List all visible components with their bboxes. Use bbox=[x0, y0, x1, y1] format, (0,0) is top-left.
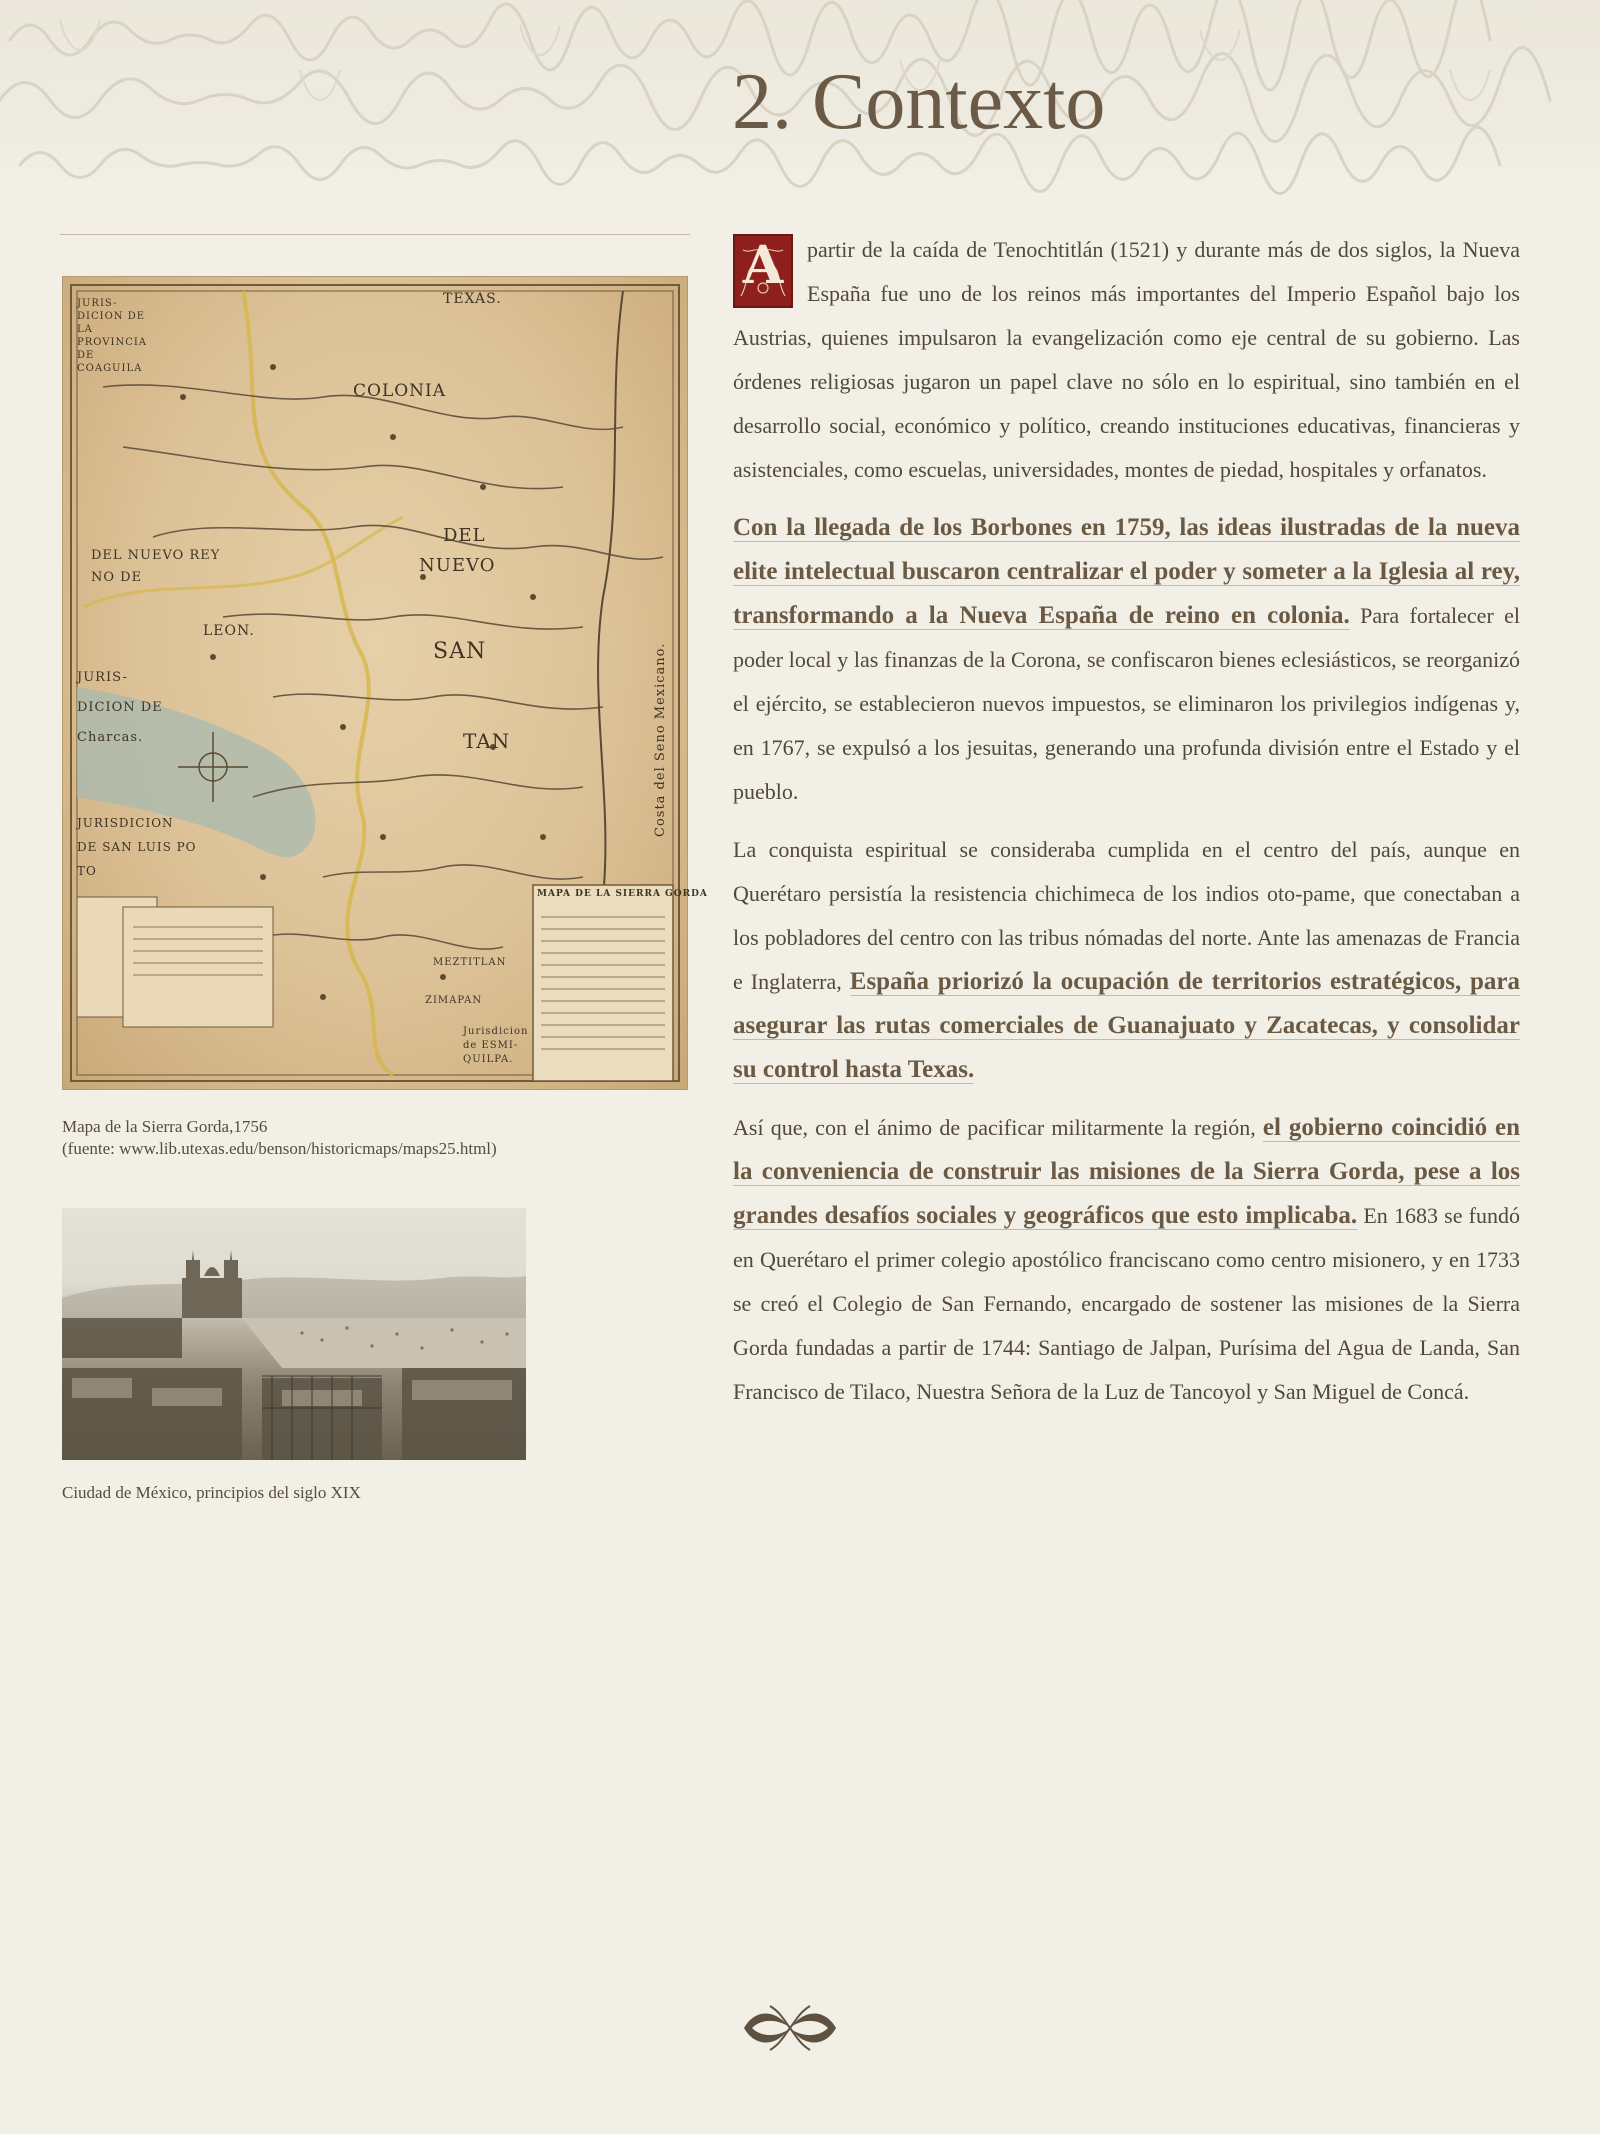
map-label-coahuila: JURIS- DICION DE LA PROVINCIA DE COAGUILA bbox=[77, 298, 148, 374]
map-label-charcas: JURIS- DICION DE Charcas. bbox=[77, 670, 163, 745]
map-label-seno-mexicano: Costa del Seno Mexicano. bbox=[653, 642, 668, 837]
map-caption bbox=[62, 1116, 497, 1160]
map-label-tan: TAN bbox=[463, 729, 511, 753]
mexico-city-engraving bbox=[62, 1208, 526, 1460]
map-legend-title: MAPA DE LA SIERRA GORDA bbox=[537, 889, 708, 899]
paragraph-3 bbox=[733, 828, 1520, 1092]
map-label-meztitlan: MEZTITLAN bbox=[433, 957, 507, 968]
map-label-san-luis: JURISDICION DE SAN LUIS PO TO bbox=[77, 816, 197, 878]
paragraph-1-text: partir de la caída de Tenochtitlán (1521) y durante más de dos siglos, la Nueva España fue uno de los reinos más importantes del Imperio Español bajo los Austrias, quienes impulsaron la evangelización como eje central de su gobierno. Las órdenes religiosas jugaron un papel clave no sólo en lo espiritual, sino también en el desarrollo social, económico y político, creando instituciones educativas, financieras y asistenciales, como escuelas, universidades, montes de piedad, hospitales y orfanatos. bbox=[733, 237, 1520, 482]
city-caption: Ciudad de México, principios del siglo XIX bbox=[62, 1483, 361, 1502]
paragraph-4-text-start: Así que, con el ánimo de pacificar militarmente la región, bbox=[733, 1115, 1263, 1140]
map-label-zimapan: ZIMAPAN bbox=[425, 995, 483, 1006]
map-label-colonia: COLONIA bbox=[353, 381, 447, 401]
sierra-gorda-map bbox=[62, 276, 708, 1090]
paragraph-3-text: La conquista espiritual se consideraba cumplida en el centro del país, aunque en Querétaro persistía la resistencia chichimeca de los indios oto-pame, que conectaban a los pobladores del centro con las tribus nómadas del norte. Ante las amenazas de Francia e Inglaterra, bbox=[733, 837, 1520, 994]
body-column bbox=[733, 228, 1520, 1428]
paragraph-4 bbox=[733, 1106, 1520, 1414]
paragraph-2-text: Para fortalecer el poder local y las finanzas de la Corona, se confiscaron bienes eclesiásticos, se reorganizó el ejército, se establecieron nuevos impuestos, se eliminaron los privilegios indígenas y, en 1767, se expulsó a los jesuitas, generando una profunda división entre el Estado y el pueblo. bbox=[733, 603, 1520, 804]
paragraph-2-highlight: Con la llegada de los Borbones en 1759, las ideas ilustradas de la nueva elite intelectual buscaron centralizar el poder y someter a la Iglesia al rey, transformando a la Nueva España de reino en colonia. bbox=[733, 514, 1520, 629]
map-label-del: DEL bbox=[443, 525, 486, 546]
paragraph-4-highlight: el gobierno coincidió en la conveniencia de construir las misiones de la Sierra Gorda, pese a los grandes desafíos sociales y geográficos que esto implicaba. bbox=[733, 1114, 1520, 1229]
paragraph-1 bbox=[733, 228, 1520, 492]
flourish-ornament-icon bbox=[740, 2000, 840, 2056]
map-caption-title: Mapa de la Sierra Gorda,1756 bbox=[62, 1117, 268, 1136]
paragraph-3-highlight: España priorizó la ocupación de territorios estratégicos, para asegurar las rutas comerciales de Guanajuato y Zacatecas, y consolidar su control hasta Texas. bbox=[733, 968, 1521, 1083]
page-title: 2. Contexto bbox=[732, 58, 1106, 146]
map-caption-source: (fuente: www.lib.utexas.edu/benson/historicmaps/maps25.html) bbox=[62, 1139, 497, 1158]
dropcap-letter: A bbox=[742, 235, 784, 296]
left-divider bbox=[60, 234, 690, 235]
dropcap-ornament bbox=[733, 234, 793, 308]
map-label-nuevo-rey: DEL NUEVO REY NO DE bbox=[91, 548, 221, 585]
city-drawing bbox=[62, 1208, 526, 1460]
map-label-texas: TEXAS. bbox=[443, 291, 502, 307]
paragraph-4-text-rest: En 1683 se fundó en Querétaro el primer colegio apostólico franciscano como centro misionero, y en 1733 se creó el Colegio de San Fernando, encargado de sostener las misiones de la Sierra Gorda fundadas a partir de 1744: Santiago de Jalpan, Purísima del Agua de Landa, San Francisco de Tilaco, Nuestra Señora de la Luz de Tancoyol y San Miguel de Concá. bbox=[733, 1203, 1520, 1404]
paragraph-2 bbox=[733, 506, 1520, 814]
map-label-leon: LEON. bbox=[203, 623, 255, 639]
map-label-esmiquilpa: Jurisdicion de ESMI- QUILPA. bbox=[463, 1026, 529, 1065]
map-label-san: SAN bbox=[433, 639, 487, 664]
map-label-nuevo: NUEVO bbox=[419, 555, 496, 576]
